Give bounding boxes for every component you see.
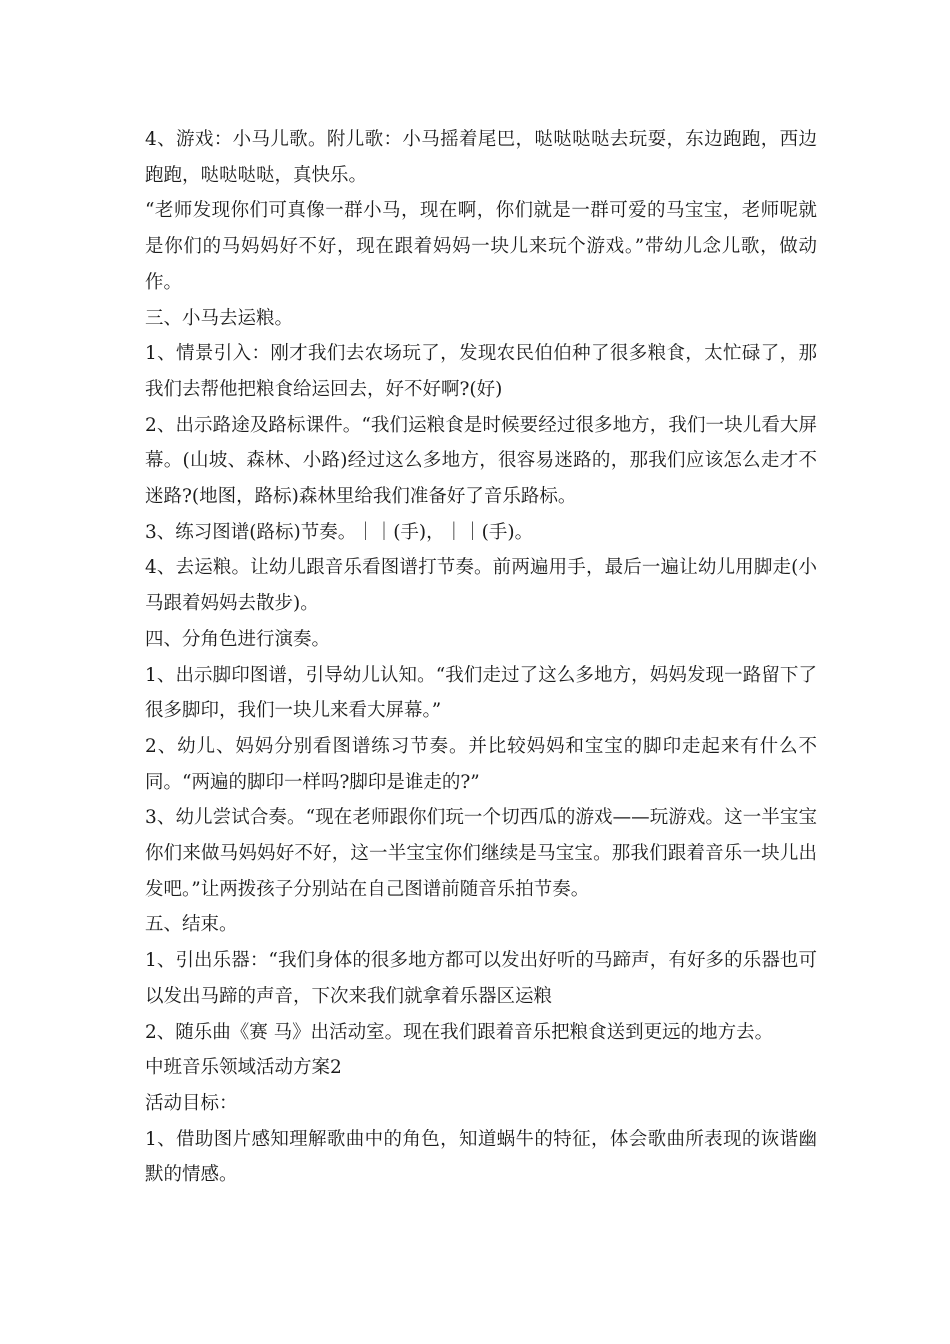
section-heading-3: 三、小马去运粮。 [145, 307, 294, 329]
paragraph-compare-footprints: 2、幼儿、妈妈分别看图谱练习节奏。并比较妈妈和宝宝的脚印走起来有什么不同。“两遍的脚印一样吗?脚印是谁走的?” [145, 735, 817, 793]
paragraph-route-courseware: 2、出示路途及路标课件。“我们运粮食是时候要经过很多地方，我们一块儿看大屏幕。(山坡、森林、小路)经过这么多地方，很容易迷路的，那我们应该怎么走才不迷路?(地图，路标)森林里给我们准备好了音乐路标。 [145, 414, 817, 508]
paragraph-scene-intro: 1、情景引入：刚才我们去农场玩了，发现农民伯伯种了很多粮食，太忙碌了，那我们去帮他把粮食给运回去，好不好啊?(好) [145, 343, 817, 400]
paragraph-footprint-score: 1、出示脚印图谱，引导幼儿认知。“我们走过了这么多地方，妈妈发现一路留下了很多脚印，我们一块儿来看大屏幕。” [145, 664, 817, 722]
paragraph-instruments: 1、引出乐器：“我们身体的很多地方都可以发出好听的马蹄声，有好多的乐器也可以发出马蹄的声音，下次来我们就拿着乐器区运粮 [145, 950, 817, 1007]
section-heading-5: 五、结束。 [145, 914, 238, 936]
document-body [145, 122, 817, 1193]
plan-title: 中班音乐领域活动方案2 [145, 1057, 342, 1079]
paragraph-transport-grain: 4、去运粮。让幼儿跟音乐看图谱打节奏。前两遍用手，最后一遍让幼儿用脚走(小马跟着妈妈去散步)。 [145, 557, 817, 615]
paragraph-teacher-dialogue: “老师发现你们可真像一群小马，现在啊，你们就是一群可爱的马宝宝，老师呢就是你们的马妈妈好不好，现在跟着妈妈一块儿来玩个游戏。”带幼儿念儿歌，做动作。 [145, 200, 817, 293]
objectives-heading: 活动目标： [145, 1092, 238, 1114]
paragraph-exit-music: 2、随乐曲《赛 马》出活动室。现在我们跟着音乐把粮食送到更远的地方去。 [145, 1021, 774, 1043]
paragraph-objective-1: 1、借助图片感知理解歌曲中的角色，知道蜗牛的特征，体会歌曲所表现的诙谐幽默的情感。 [145, 1128, 817, 1186]
section-heading-4: 四、分角色进行演奏。 [145, 628, 331, 650]
paragraph-game-song: 4、游戏：小马儿歌。附儿歌：小马摇着尾巴，哒哒哒哒去玩耍，东边跑跑，西边跑跑，哒哒哒哒，真快乐。 [145, 129, 817, 186]
paragraph-ensemble: 3、幼儿尝试合奏。“现在老师跟你们玩一个切西瓜的游戏——玩游戏。这一半宝宝你们来做马妈妈好不好，这一半宝宝你们继续是马宝宝。那我们跟着音乐一块儿出发吧。”让两拨孩子分别站在自己图谱前随音乐拍节奏。 [145, 807, 817, 900]
paragraph-rhythm-practice: 3、练习图谱(路标)节奏。｜｜(手)，｜｜(手)。 [145, 521, 534, 543]
